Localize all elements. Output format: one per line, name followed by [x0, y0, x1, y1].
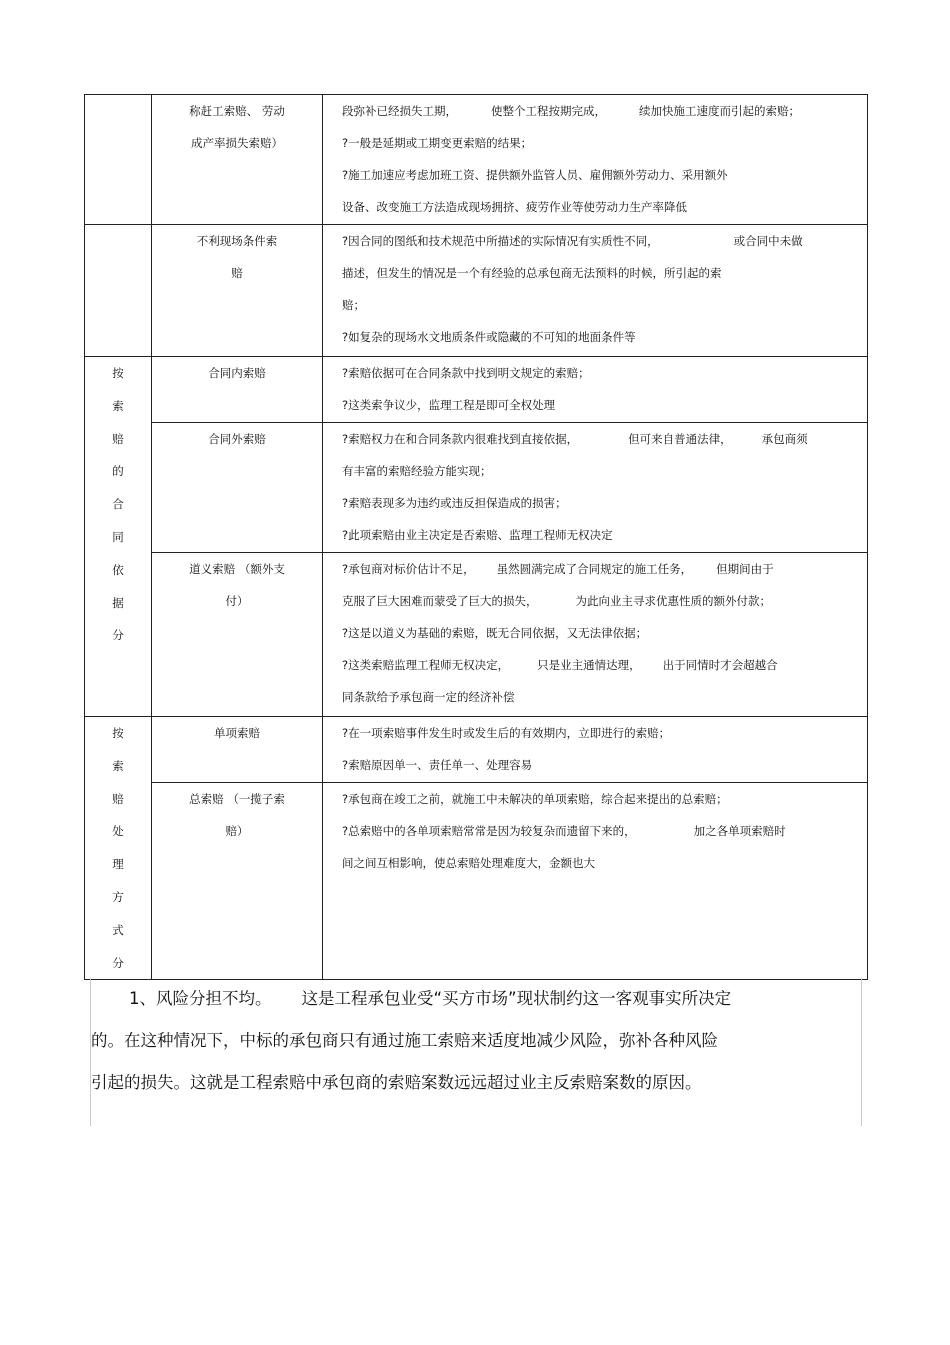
desc-line: ?施工加速应考虑加班工资、提供额外监管人员、雇佣额外劳动力、采用额外 — [342, 168, 728, 182]
claim-type-cell — [152, 95, 323, 225]
desc-line: ?索赔表现多为违约或违反担保造成的损害； — [342, 496, 567, 510]
type-line: 合同内索赔 — [208, 366, 266, 380]
desc-line: 设备、改变施工方法造成现场拥挤、疲劳作业等使劳动力生产率降低 — [342, 200, 687, 214]
desc-line: 描述，但发生的情况是一个有经验的总承包商无法预料的时候，所引起的索 — [342, 266, 722, 280]
group-label-by-contract-basis: 按 索 赔 的 合 同 依 据 分 — [85, 357, 152, 717]
paragraph-line: 引起的损失。这就是工程索赔中承包商的索赔案数远远超过业主反索赔案数的原因。 — [91, 1073, 702, 1092]
paragraph-line: 的。在这种情况下，中标的承包商只有通过施工索赔来适度地减少风险，弥补各种风险 — [91, 1031, 718, 1050]
claim-type-cell — [152, 225, 323, 357]
body-paragraph — [90, 978, 862, 1126]
claim-desc-cell — [323, 423, 868, 553]
claim-desc-cell — [323, 717, 868, 783]
desc-line: ?索赔权力在和合同条款内很难找到直接依据， 但可来自普通法律， 承包商须 — [342, 432, 808, 446]
desc-line: 赔； — [342, 298, 365, 312]
type-line: 合同外索赔 — [208, 432, 266, 446]
desc-line: ?这类索赔监理工程师无权决定， 只是业主通情达理， 出于同情时才会超越合 — [342, 658, 778, 672]
desc-line: ?在一项索赔事件发生时或发生后的有效期内，立即进行的索赔； — [342, 726, 671, 740]
desc-line: ?因合同的图纸和技术规范中所描述的实际情况有实质性不同， 或合同中未做 — [342, 234, 803, 248]
desc-line: ?总索赔中的各单项索赔常常是因为较复杂而遗留下来的， 加之各单项索赔时 — [342, 824, 786, 839]
claims-classification-table — [84, 94, 868, 980]
desc-line: 段弥补已经损失工期， 使整个工程按期完成， 续加快施工速度而引起的索赔； — [342, 104, 800, 118]
desc-line: 间之间互相影响，使总索赔处理难度大，金额也大 — [342, 856, 595, 871]
desc-line: ?索赔原因单一、责任单一、处理容易 — [342, 758, 533, 772]
group-cell-empty — [85, 95, 152, 225]
desc-line: ?如复杂的现场水文地质条件或隐藏的不可知的地面条件等 — [342, 330, 636, 344]
desc-line: 同条款给予承包商一定的经济补偿 — [342, 690, 515, 704]
type-line: 不利现场条件索 — [196, 234, 278, 248]
type-line: 付） — [225, 594, 249, 608]
claim-desc-cell — [323, 225, 868, 357]
desc-line: ?此项索赔由业主决定是否索赔、监理工程师无权决定 — [342, 528, 613, 542]
desc-line: ?这是以道义为基础的索赔，既无合同依据，又无法律依据； — [342, 626, 648, 640]
group-label-by-handling-method: 按 索 赔 处 理 方 式 分 — [85, 717, 152, 980]
desc-line: ?索赔依据可在合同条款中找到明文规定的索赔； — [342, 366, 590, 380]
type-line: 道义索赔 （额外支 — [189, 562, 285, 576]
claim-desc-cell — [323, 357, 868, 423]
desc-line: 克服了巨大困难而蒙受了巨大的损失， 为此向业主寻求优惠性质的额外付款； — [342, 594, 771, 608]
group-cell-empty — [85, 225, 152, 357]
type-line: 赔） — [225, 824, 249, 839]
type-line: 称赶工索赔、 劳动 — [189, 104, 285, 118]
paragraph-line: 1、风险分担不均。 这是工程承包业受“买方市场”现状制约这一客观事实所决定 — [129, 989, 732, 1008]
claim-desc-cell — [323, 783, 868, 980]
claim-desc-cell — [323, 95, 868, 225]
claim-type-cell — [152, 717, 323, 783]
claim-type-cell — [152, 357, 323, 423]
desc-line: ?承包商在竣工之前，就施工中未解决的单项索赔，综合起来提出的总索赔； — [342, 792, 728, 807]
type-line: 成产率损失索赔） — [191, 136, 283, 150]
claim-type-cell — [152, 423, 323, 553]
type-line: 总索赔 （一揽子索 — [189, 792, 285, 807]
desc-line: 有丰富的索赔经验方能实现； — [342, 464, 492, 478]
desc-line: ?一般是延期或工期变更索赔的结果； — [342, 136, 533, 150]
desc-line: ?这类索争议少，监理工程是即可全权处理 — [342, 398, 556, 412]
claim-desc-cell — [323, 553, 868, 717]
claim-type-cell — [152, 783, 323, 980]
type-line: 赔 — [231, 266, 243, 280]
desc-line: ?承包商对标价估计不足， 虽然圆满完成了合同规定的施工任务， 但期间由于 — [342, 562, 774, 576]
type-line: 单项索赔 — [214, 726, 260, 740]
claim-type-cell — [152, 553, 323, 717]
